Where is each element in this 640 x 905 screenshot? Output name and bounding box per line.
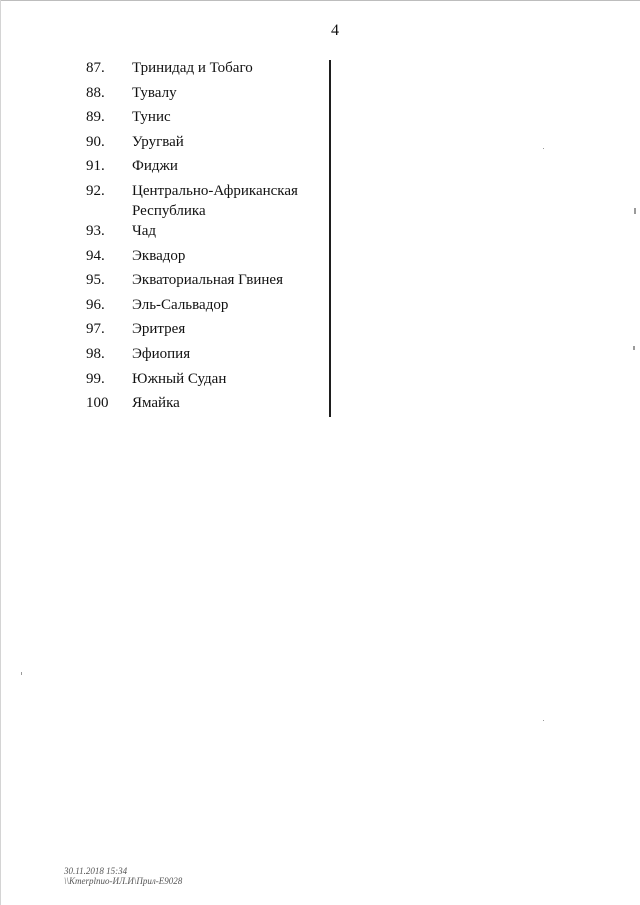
item-name: Эль-Сальвадор — [132, 296, 229, 313]
item-name: Тувалу — [132, 84, 177, 101]
item-number: 98. — [86, 345, 105, 362]
scan-speck — [543, 720, 544, 721]
item-name: Ямайка — [132, 395, 180, 412]
item-number: 96. — [86, 296, 105, 313]
item-number: 92. — [86, 182, 105, 199]
item-name: Центрально-Африканская Республика — [132, 182, 298, 219]
item-name: Эфиопия — [132, 345, 191, 362]
item-name: Уругвай — [132, 133, 184, 150]
list-item — [86, 369, 336, 389]
item-number: 87. — [86, 60, 105, 76]
list-item — [86, 107, 336, 127]
item-number: 99. — [86, 370, 105, 387]
item-number: 88. — [86, 84, 105, 101]
page-number: 4 — [331, 22, 339, 39]
list-item — [86, 221, 336, 241]
item-name: Экваториальная Гвинея — [132, 272, 283, 289]
item-name: Тунис — [132, 109, 171, 126]
scan-speck — [633, 346, 635, 350]
footer-timestamp: 30.11.2018 15:34 — [64, 866, 128, 876]
page-left-edge — [0, 0, 1, 905]
item-name: Южный Судан — [132, 370, 227, 387]
footer-file-reference: \\Kmerplnuo-ИЛ.И\Прил-Е9028 — [64, 876, 183, 886]
list-item — [86, 132, 336, 152]
item-number: 90. — [86, 133, 105, 150]
footer-stamp — [64, 866, 182, 886]
item-number: 94. — [86, 247, 105, 264]
list-item — [86, 83, 336, 103]
item-name: Фиджи — [132, 158, 178, 175]
item-number: 91. — [86, 158, 105, 175]
list-item — [86, 246, 336, 266]
list-item — [86, 181, 336, 221]
item-name: Эквадор — [132, 247, 186, 264]
list-item — [86, 344, 336, 364]
item-name: Чад — [132, 222, 157, 239]
item-name: Тринидад и Тобаго — [132, 60, 253, 76]
item-number: 95. — [86, 272, 105, 289]
page-top-edge — [0, 0, 640, 1]
list-item — [86, 393, 336, 413]
list-item — [86, 58, 336, 78]
list-item — [86, 319, 336, 339]
scan-speck — [634, 208, 636, 214]
country-list — [86, 58, 336, 418]
item-number: 89. — [86, 109, 105, 126]
column-divider-line — [329, 60, 331, 417]
item-number: 100 — [86, 395, 109, 412]
list-item — [86, 156, 336, 176]
item-number: 97. — [86, 321, 105, 338]
list-item — [86, 295, 336, 315]
scan-speck — [21, 672, 22, 675]
list-item — [86, 270, 336, 290]
item-name: Эритрея — [132, 321, 186, 338]
item-number: 93. — [86, 222, 105, 239]
scan-speck — [543, 148, 544, 149]
